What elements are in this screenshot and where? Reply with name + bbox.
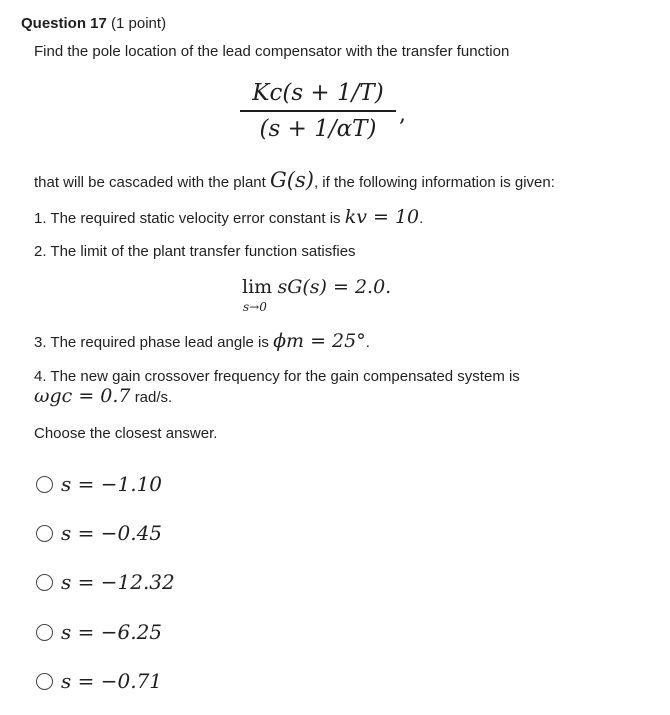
cascade-text: that will be cascaded with the plant bbox=[34, 174, 266, 191]
item-1-text: 1. The required static velocity error constant is bbox=[34, 210, 341, 227]
item-3-end: . bbox=[365, 334, 370, 351]
radio-button[interactable] bbox=[36, 624, 53, 641]
item-2: 2. The limit of the plant transfer function satisfies bbox=[34, 243, 356, 260]
answer-option-3[interactable] bbox=[36, 570, 175, 594]
choose-instruction: Choose the closest answer. bbox=[34, 425, 218, 442]
item-4-math-line bbox=[34, 385, 172, 407]
item-4-text: 4. The new gain crossover frequency for the gain compensated system is bbox=[34, 368, 520, 385]
cascade-text-end: , if the following information is given: bbox=[313, 174, 555, 191]
option-label: s = −0.45 bbox=[61, 521, 163, 545]
tf-comma: , bbox=[399, 102, 406, 127]
answer-option-1[interactable] bbox=[36, 472, 162, 496]
plant-math: G(s) bbox=[269, 168, 314, 192]
item-3-text: 3. The required phase lead angle is bbox=[34, 334, 269, 351]
limit-subscript: s→0 bbox=[243, 300, 267, 314]
answer-option-2[interactable] bbox=[36, 521, 162, 545]
radio-button[interactable] bbox=[36, 574, 53, 591]
question-title: Question 17 bbox=[21, 15, 107, 32]
answer-option-5[interactable] bbox=[36, 669, 162, 693]
question-points: (1 point) bbox=[111, 15, 167, 32]
item-1 bbox=[34, 206, 423, 228]
option-label: s = −0.71 bbox=[61, 669, 163, 693]
radio-button[interactable] bbox=[36, 476, 53, 493]
answer-option-4[interactable] bbox=[36, 620, 162, 644]
fraction-bar bbox=[240, 110, 396, 112]
item-3-math: ϕm = 25° bbox=[273, 330, 366, 352]
radio-button[interactable] bbox=[36, 525, 53, 542]
limit-word: lim bbox=[242, 276, 273, 298]
transfer-function bbox=[238, 80, 398, 142]
limit-expr: sG(s) = 2.0. bbox=[277, 276, 392, 298]
limit-expression bbox=[242, 276, 391, 299]
item-1-math: kv = 10 bbox=[344, 206, 420, 228]
question-prompt: Find the pole location of the lead compensator with the transfer function bbox=[34, 43, 510, 60]
item-1-end: . bbox=[419, 210, 424, 227]
item-4-math: ωgc = 0.7 bbox=[34, 385, 131, 407]
option-label: s = −1.10 bbox=[61, 472, 163, 496]
question-header bbox=[21, 15, 166, 32]
tf-numerator: Kc(s + 1/T) bbox=[252, 80, 384, 106]
radio-button[interactable] bbox=[36, 673, 53, 690]
option-label: s = −6.25 bbox=[61, 620, 163, 644]
item-4-unit: rad/s. bbox=[134, 389, 173, 406]
cascade-line bbox=[34, 168, 555, 192]
item-3 bbox=[34, 330, 370, 352]
option-label: s = −12.32 bbox=[61, 570, 175, 594]
tf-denominator: (s + 1/αT) bbox=[259, 115, 377, 142]
